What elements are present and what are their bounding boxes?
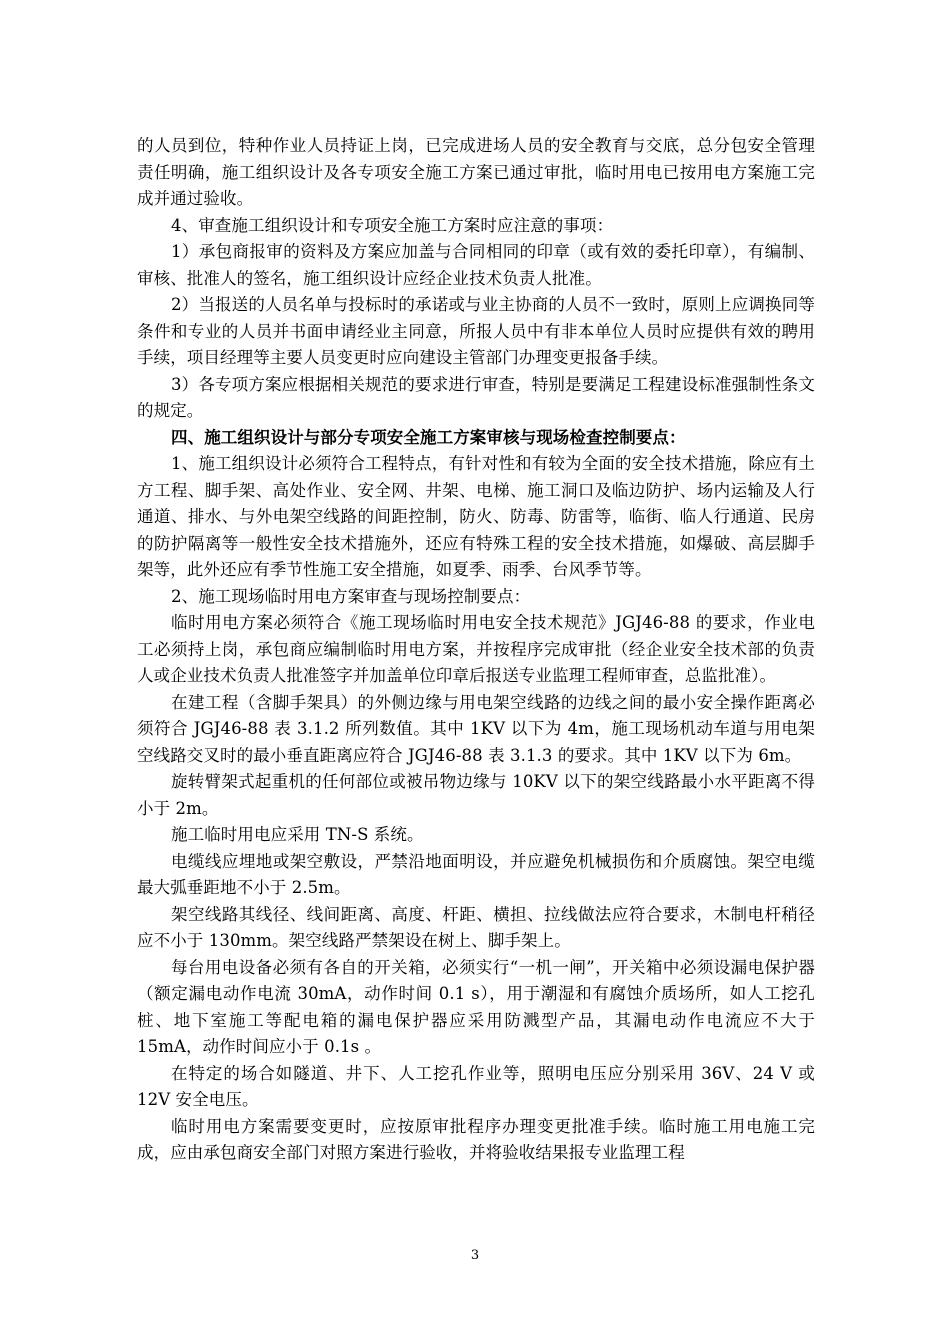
paragraph: 3）各专项方案应根据相关规范的要求进行审查，特别是要满足工程建设标准强制性条文的规定。 [137,374,815,420]
paragraph: 4、审查施工组织设计和专项安全施工方案时应注意的事项： [171,215,614,235]
paragraph: 临时用电方案需要变更时，应按原审批程序办理变更批准手续。临时施工用电施工完成，应由承包商安全部门对照方案进行验收，并将验收结果报专业监理工程 [137,1116,815,1162]
paragraph: 在建工程（含脚手架具）的外侧边缘与用电架空线路的边线之间的最小安全操作距离必须符合 JGJ46-88 表 3.1.2 所列数值。其中 1KV 以下为 4m，施工现场机动车道与用电架空线路交叉时的最小垂直距离应符合 JGJ46-88 表 3.1.3 的要求。其中 1KV 以下为 6m。 [137,692,815,765]
paragraph: 在特定的场合如隧道、井下、人工挖孔作业等，照明电压应分别采用 36V、24 V 或 12V 安全电压。 [137,1063,815,1109]
page-number: 3 [470,1248,480,1263]
paragraph: 每台用电设备必须有各自的开关箱，必须实行“一机一闸”，开关箱中必须设漏电保护器（额定漏电动作电流 30mA，动作时间 0.1 s），用于潮湿和有腐蚀介质场所，如人工挖孔桩、地下室施工等配电箱的漏电保护器应采用防溅型产品，其漏电动作电流应不大于 15mA，动作时间应小于 0.1s 。 [137,957,815,1056]
paragraph: 旋转臂架式起重机的任何部位或被吊物边缘与 10KV 以下的架空线路最小水平距离不得小于 2m。 [137,772,815,818]
paragraph: 1）承包商报审的资料及方案应加盖与合同相同的印章（或有效的委托印章），有编制、审核、批准人的签名，施工组织设计应经企业技术负责人批准。 [137,242,815,288]
paragraph: 架空线路其线径、线间距离、高度、杆距、横担、拉线做法应符合要求，木制电杆稍径应不小于 130mm。架空线路严禁架设在树上、脚手架上。 [137,904,815,950]
paragraph: 临时用电方案必须符合《施工现场临时用电安全技术规范》JGJ46-88 的要求，作业电工必须持上岗，承包商应编制临时用电方案，并按程序完成审批（经企业安全技术部的负责人或企业技术负责人批准签字并加盖单位印章后报送专业监理工程师审查，总监批准）。 [137,613,815,685]
paragraph: 2）当报送的人员名单与投标时的承诺或与业主协商的人员不一致时，原则上应调换同等条件和专业的人员并书面申请经业主同意，所报人员中有非本单位人员时应提供有效的聘用手续，项目经理等主要人员变更时应向建设主管部门办理变更报备手续。 [137,295,815,367]
section-heading: 四、施工组织设计与部分专项安全施工方案审核与现场检查控制要点： [171,427,686,447]
document-body [137,133,815,1167]
paragraph: 的人员到位，特种作业人员持证上岗，已完成进场人员的安全教育与交底，总分包安全管理责任明确，施工组织设计及各专项安全施工方案已通过审批，临时用电已按用电方案施工完成并通过验收。 [137,136,815,208]
paragraph: 2、施工现场临时用电方案审查与现场控制要点： [171,586,531,606]
paragraph: 1、施工组织设计必须符合工程特点，有针对性和有较为全面的安全技术措施，除应有土方工程、脚手架、高处作业、安全网、井架、电梯、施工洞口及临边防护、场内运输及人行通道、排水、与外电架空线路的间距控制，防火、防毒、防雷等，临街、临人行通道、民房的防护隔离等一般性安全技术措施外，还应有特殊工程的安全技术措施，如爆破、高层脚手架等，此外还应有季节性施工安全措施，如夏季、雨季、台风季节等。 [137,454,815,579]
paragraph: 电缆线应埋地或架空敷设，严禁沿地面明设，并应避免机械损伤和介质腐蚀。架空电缆最大弧垂距地不小于 2.5m。 [137,851,815,897]
paragraph: 施工临时用电应采用 TN-S 系统。 [171,825,424,844]
